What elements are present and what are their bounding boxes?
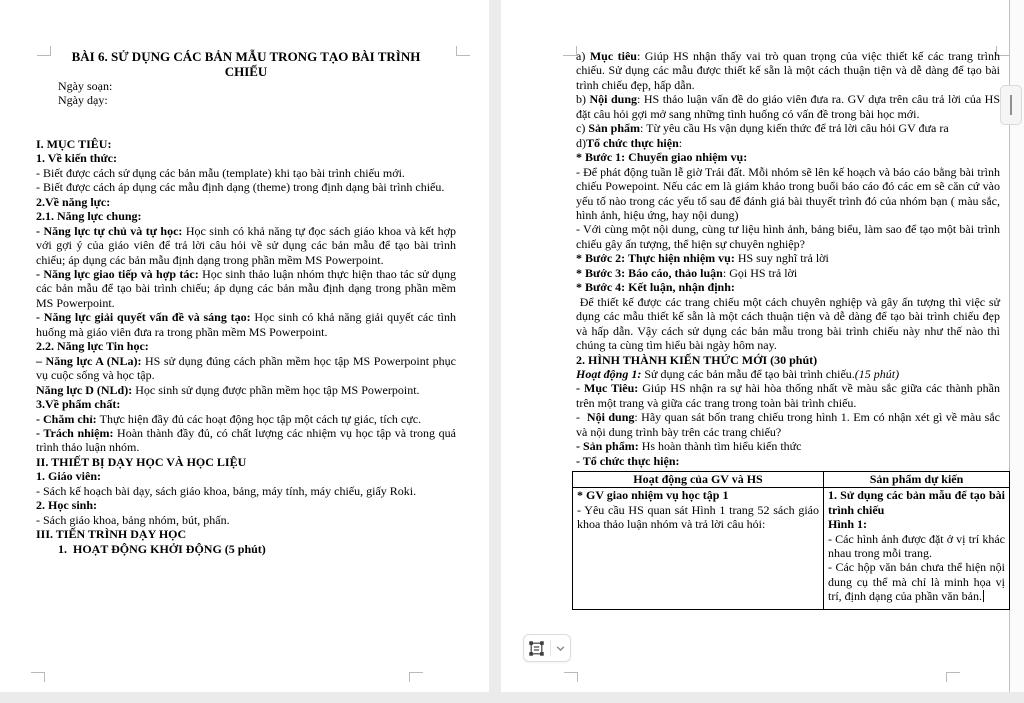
text-run: a)	[576, 49, 590, 63]
paragraph	[576, 410, 1000, 439]
text-run: - Năng lực giao tiếp và hợp tác:	[36, 266, 203, 281]
paragraph	[36, 412, 456, 426]
paragraph	[576, 222, 1000, 251]
text-run: b)	[576, 92, 590, 107]
text-run: Thực hiện đầy đủ các hoạt động học tập một cách tự giác, tích cực.	[99, 411, 422, 426]
paragraph	[576, 92, 1000, 121]
text-run: - Sản phẩm:	[576, 439, 642, 454]
text-run: -	[576, 410, 587, 425]
paragraph	[576, 454, 1000, 468]
paragraph	[36, 166, 456, 180]
text-run: Học sinh có khả năng tự đọc sách giáo khoa và kết hợp với gợi ý của giáo viên để trả lời câu hỏi về sử dụng các bản mẫu để tạo bài trình chiếu; áp dụng các bản mẫu định dạng trong phần mềm MS Powerpoint.	[36, 223, 456, 267]
text-run: * Bước 2: Thực hiện nhiệm vụ:	[576, 251, 738, 266]
table-cell-paragraph	[828, 532, 1005, 561]
paragraph	[576, 121, 1000, 135]
text-run: : Gọi HS trả lời	[722, 265, 798, 280]
text-boundary-mark	[409, 672, 423, 682]
paragraph	[576, 49, 1000, 92]
text-run: Năng lực D (NLd):	[36, 382, 136, 397]
lesson-title: BÀI 6. SỬ DỤNG CÁC BẢN MẪU TRONG TẠO BÀI TRÌNH CHIẾU	[71, 49, 421, 79]
text-run: : HS thảo luận vấn đề do giáo viên đưa ra. GV dựa trên câu trả lời của HS đặt câu hỏi gợi mở sang những tình huống có vấn đề trong bài học mới.	[576, 92, 1000, 121]
activity-table[interactable]	[572, 471, 1010, 610]
text-run: Nội dung	[586, 410, 635, 425]
table-header-cell: Hoạt động của GV và HS	[573, 472, 824, 488]
text-run: - Với cùng một nội dung, cùng tư liệu hình ảnh, bảng biểu, làm sao để tạo một bài trình chiếu gây ấn tượng, thể hiện sự chuyên nghiệp?	[576, 222, 1000, 251]
text-run: Hoạt động 1:	[576, 366, 642, 381]
text-boundary-mark	[564, 672, 578, 682]
text-run: * GV giao nhiệm vụ học tập 1	[577, 488, 729, 503]
paragraph	[36, 455, 456, 469]
text-run: Mục tiêu	[589, 49, 637, 63]
table-options-button[interactable]	[523, 634, 571, 662]
text-boundary-mark	[563, 46, 577, 56]
document-page-1[interactable]	[0, 0, 489, 692]
text-run: * Bước 4: Kết luận, nhận định:	[576, 280, 735, 295]
text-frame-select-icon	[528, 640, 545, 657]
text-run: II. THIẾT BỊ DẠY HỌC VÀ HỌC LIỆU	[36, 454, 247, 469]
paragraph	[576, 150, 1000, 164]
page-2-text-area[interactable]	[576, 49, 1005, 610]
text-run: 2.Về năng lực:	[36, 194, 111, 209]
text-run: 2. Học sinh:	[36, 498, 98, 513]
text-boundary-mark	[31, 672, 45, 682]
paragraph	[576, 280, 1000, 294]
text-run: - Để phát động tuần lễ giờ Trái đất. Mỗi nhóm sẽ lên kế hoạch và báo cáo bằng bài trình chiếu Powepoint. Nếu các em là giám khảo trong buổi báo cáo đó các em sẽ căn cứ vào yếu tố nào trong các yếu tố sau để đánh giá bài thuyết trình đó của nhóm bạn ( màu sắc, hình ảnh, hiệu ứng, hay nội dung)	[576, 164, 1000, 222]
paragraph	[36, 93, 456, 107]
text-run: 2.2. Năng lực Tin học:	[36, 339, 149, 354]
paragraph	[36, 383, 456, 397]
chevron-down-icon[interactable]	[555, 643, 566, 654]
paragraph	[36, 469, 456, 483]
text-run: Giúp HS nhận ra sự hài hòa thống nhất về màu sắc giữa các thành phần trên một trang và giữa các trang trong toàn bài trình chiếu.	[576, 381, 1000, 410]
text-run: HS suy nghĩ trả lời	[737, 251, 829, 266]
text-run: - Các hộp văn bản chưa thể hiện nội dung cụ thể mà chỉ là minh họa vị trí, định dạng của phần văn bản.	[828, 560, 1005, 604]
table-cell-paragraph	[828, 517, 1005, 531]
paragraph	[576, 381, 1000, 410]
text-run: (15 phút)	[854, 366, 900, 381]
paragraph	[36, 209, 456, 223]
text-run: :	[678, 135, 683, 150]
text-run: - Các hình ảnh được đặt ở vị trí khác nhau trong mỗi trang.	[828, 531, 1005, 560]
text-run: Sử dụng các bản mẫu để tạo bài trình chiếu.	[641, 366, 855, 381]
paragraph	[36, 542, 456, 556]
paragraph	[36, 513, 456, 527]
paragraph	[36, 498, 456, 512]
page-1-text-area[interactable]	[36, 49, 456, 556]
text-run: - Tổ chức thực hiện:	[576, 453, 680, 468]
text-cursor	[983, 590, 985, 602]
text-run: - Sách kế hoạch bài dạy, sách giáo khoa, bảng, máy tính, máy chiếu, giấy Roki.	[36, 483, 417, 498]
text-run: c)	[576, 121, 589, 136]
text-run: Tổ chức thực hiện	[586, 135, 679, 150]
button-divider	[550, 640, 551, 656]
text-run: Nội dung	[589, 92, 638, 107]
text-run: d)	[576, 135, 586, 150]
text-run: : Giúp HS nhận thấy vai trò quan trọng của việc thiết kế các trang trình chiếu. Sử dụng các mẫu được thiết kế sẵn là một cách thuận tiện và dễ dàng để tạo bài trình chiếu đẹp, hấp dẫn.	[576, 49, 1001, 92]
text-run: 1. HOẠT ĐỘNG KHỞI ĐỘNG (5 phút)	[58, 541, 266, 556]
text-run: - Năng lực giải quyết vấn đề và sáng tạo:	[36, 310, 255, 325]
table-cell-paragraph	[577, 488, 819, 502]
paragraph	[576, 295, 1000, 353]
text-run: - Biết được cách áp dụng các mẫu định dạng (theme) trong định dạng bài trình chiếu.	[36, 180, 445, 195]
paragraph	[576, 353, 1000, 367]
text-run: Sản phẩm	[588, 121, 641, 136]
text-run: Hs hoàn thành tìm hiểu kiến thức	[641, 439, 802, 454]
paragraph	[36, 195, 456, 209]
paragraph	[576, 136, 1000, 150]
paragraph	[36, 267, 456, 310]
text-run: 1. Sử dụng các bản mẫu để tạo bài trình chiếu	[828, 488, 1005, 517]
text-run: : Hãy quan sát bốn trang chiếu trong hình 1. Em có nhận xét gì về màu sắc và nội dung trình bày trên các trang chiếu?	[576, 410, 1000, 439]
text-run: - Năng lực tự chủ và tự học:	[36, 223, 186, 238]
text-run: - Chăm chỉ:	[36, 411, 100, 426]
table-cell-paragraph	[577, 503, 819, 532]
text-run: 1. Giáo viên:	[36, 469, 101, 484]
paragraph	[36, 484, 456, 498]
text-run: Ngày dạy:	[58, 93, 108, 108]
paragraph	[36, 224, 456, 267]
paragraph	[36, 527, 456, 541]
paragraph	[36, 310, 456, 339]
paragraph	[576, 251, 1000, 265]
scroll-thumb-grip-icon	[1010, 95, 1012, 115]
text-run: Học sinh thảo luận nhóm thực hiện thao tác sử dụng các bản mẫu để tạo bài trình chiếu; áp dụng các bản mẫu định dạng trong phần mềm MS Powerpoint.	[36, 266, 457, 310]
paragraph	[576, 367, 1000, 381]
text-run: : Từ yêu cầu Hs vận dụng kiến thức để trả lời câu hỏi GV đưa ra	[640, 121, 949, 136]
text-boundary-mark	[946, 672, 960, 682]
blank-lines	[36, 108, 456, 137]
text-run: - Biết được cách sử dụng các bản mẫu (template) khi tạo bài trình chiếu mới.	[36, 165, 405, 180]
paragraph	[36, 180, 456, 194]
paragraph	[36, 397, 456, 411]
paragraph	[576, 165, 1000, 223]
text-run: Hoàn thành đầy đủ, có chất lượng các nhiệm vụ học tập và trong quá trình thảo luận nhóm.	[36, 425, 456, 455]
text-run: 3.Về phẩm chất:	[36, 397, 121, 412]
table-cell[interactable]	[824, 488, 1010, 610]
text-run: Ngày soạn:	[58, 79, 113, 93]
text-run: – Năng lực A (NLa):	[36, 353, 146, 368]
text-run: - Mục Tiêu:	[576, 381, 643, 396]
paragraph	[36, 354, 456, 383]
document-page-2[interactable]	[501, 0, 1010, 692]
paragraph	[36, 339, 456, 353]
text-run: - Yêu cầu HS quan sát Hình 1 trang 52 sách giáo khoa thảo luận nhóm và trả lời câu hỏi:	[577, 502, 819, 532]
text-run: - Sách giáo khoa, bảng nhóm, bút, phấn.	[36, 512, 230, 527]
text-run: III. TIẾN TRÌNH DẠY HỌC	[36, 527, 187, 542]
text-boundary-mark	[456, 46, 470, 56]
text-run: Hình 1:	[828, 517, 868, 532]
text-run: Học sinh sử dụng được phần mềm học tập MS Powerpoint.	[135, 382, 420, 397]
paragraph	[36, 426, 456, 455]
vertical-scroll-thumb[interactable]	[1000, 85, 1022, 125]
text-run: * Bước 1: Chuyển giao nhiệm vụ:	[576, 150, 748, 165]
text-run: Học sinh có khả năng giải quyết các tình huống mà giáo viên đưa ra trong phần mềm MS Powerpoint.	[36, 310, 456, 339]
table-cell-paragraph	[828, 560, 1005, 603]
text-run: 1. Về kiến thức:	[36, 151, 117, 166]
table-cell[interactable]	[573, 488, 824, 610]
table-header-cell: Sản phẩm dự kiến	[824, 472, 1010, 488]
paragraph	[36, 79, 456, 93]
paragraph	[36, 137, 456, 151]
text-run: 2. HÌNH THÀNH KIẾN THỨC MỚI (30 phút)	[576, 352, 818, 367]
paragraph	[576, 439, 1000, 453]
text-run: 2.1. Năng lực chung:	[36, 209, 142, 224]
paragraph	[576, 266, 1000, 280]
table-cell-paragraph	[828, 488, 1005, 517]
text-run: * Bước 3: Báo cáo, thảo luận	[576, 265, 723, 280]
paragraph	[36, 151, 456, 165]
text-run: Để thiết kế được các trang chiếu một cách chuyên nghiệp và gây ấn tượng thì việc sử dụng các mẫu thiết kế sẵn là một cách thuận tiện và dễ dàng để tạo bài trình chiếu đẹp và hấp dẫn. Vậy cách sử dụng các bản mẫu trong bài trình chiếu này như thế nào thì chúng ta cùng tìm hiểu bài ngày hôm nay.	[576, 294, 1000, 353]
text-run: - Trách nhiệm:	[36, 425, 118, 440]
text-run: I. MỤC TIÊU:	[36, 136, 112, 151]
text-run: HS sử dụng đúng cách phần mềm học tập MS Powerpoint phục vụ cuộc sống và học tập.	[36, 353, 456, 383]
